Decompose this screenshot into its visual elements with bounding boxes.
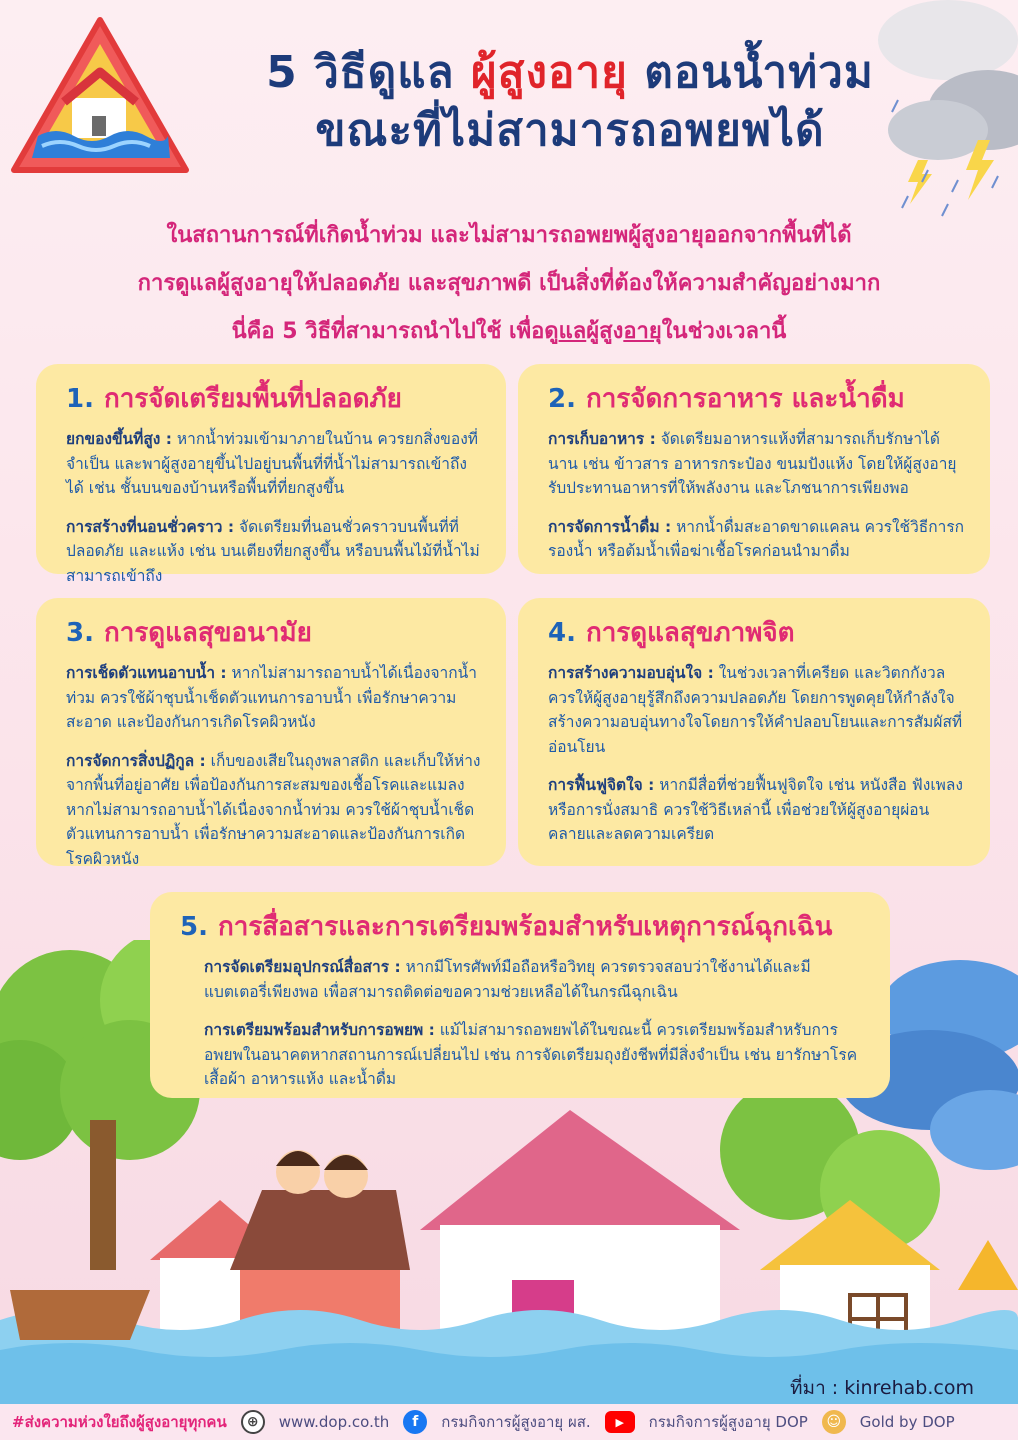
item-label: การเตรียมพร้อมสำหรับการอพยพ : <box>204 1021 435 1039</box>
intro-underline-1: แล <box>558 319 587 344</box>
item-text: จัดเตรียมอาหารแห้งที่สามารถเก็บรักษาได้นาน เช่น ข้าวสาร อาหารกระป๋อง ขนมปังแห้ง โดยให้ผู้สูงอายุรับประทานอาหารที่ให้พลังงาน และโภชนาการเพียงพอ <box>548 430 957 497</box>
card-title-text: การจัดเตรียมพื้นที่ปลอดภัย <box>103 384 402 414</box>
footer-bar <box>0 1404 1018 1440</box>
item-label: ยกของขึ้นที่สูง : <box>66 430 172 448</box>
intro-line-3-mid: ผู้สูง <box>586 319 624 344</box>
item-text: จัดเตรียมที่นอนชั่วคราวบนพื้นที่ที่ปลอดภัย และแห้ง เช่น บนเตียงที่ยกสูงขึ้น หรือบนพื้นไม้ที่น้ำไม่สามารถเข้าถึง <box>66 517 480 585</box>
footer-youtube[interactable]: กรมกิจการผู้สูงอายุ DOP <box>648 1413 808 1431</box>
item-label: การจัดการสิ่งปฏิกูล : <box>66 751 206 770</box>
item-label: การเก็บอาหาร : <box>548 430 656 448</box>
title-suffix: ตอนน้ำท่วม <box>627 47 874 98</box>
item-text: หากมีสื่อที่ช่วยฟื้นฟูจิตใจ เช่น หนังสือ ฟังเพลง หรือการนั่งสมาธิ ควรใช้วิธีเหล่านี้ เพื่อช่วยให้ผู้สูงอายุผ่อนคลายและลดความเครียด <box>548 776 963 843</box>
title-line-2: ขณะที่ไม่สามารถอพยพได้ <box>315 105 825 156</box>
item-label: การฟื้นฟูจิตใจ : <box>548 776 655 794</box>
card-title-text: การดูแลสุขภาพจิต <box>585 618 795 648</box>
youtube-icon: ▶ <box>605 1411 635 1433</box>
intro-line-2: การดูแลผู้สูงอายุให้ปลอดภัย และสุขภาพดี เป็นสิ่งที่ต้องให้ความสำคัญอย่างมาก <box>137 271 881 296</box>
card-hygiene <box>36 598 506 866</box>
card-title <box>180 906 890 947</box>
intro-line-3 <box>20 308 998 356</box>
item-text: ในช่วงเวลาที่เครียด และวิตกกังวล ควรให้ผู้สูงอายุรู้สึกถึงความปลอดภัย โดยการพูดคุยให้กำลังใจ สร้างความอบอุ่นทางใจโดยการให้คำปลอบโยนและการสัมผัสที่อ่อนโยน <box>548 664 963 756</box>
card-title-text: การสื่อสารและการเตรียมพร้อมสำหรับเหตุการณ์ฉุกเฉิน <box>217 912 833 942</box>
card-title-text: การจัดการอาหาร และน้ำดื่ม <box>585 384 905 414</box>
item-text: หากไม่สามารถอาบน้ำได้เนื่องจากน้ำท่วม ควรใช้ผ้าชุบน้ำเช็ดตัวแทนการอาบน้ำ เพื่อรักษาความสะอาด และป้องกันการเกิดโรคผิวหนัง <box>66 664 477 731</box>
item-text: เก็บของเสียในถุงพลาสติก และเก็บให้ห่างจากพื้นที่อยู่อาศัย เพื่อป้องกันการสะสมของเชื้อโรคและแมลงหากไม่สามารถอาบน้ำได้เนื่องจากน้ำท่วม ควรใช้ผ้าชุบน้ำเช็ดตัวแทนการอาบน้ำ เพื่อรักษาความสะอาดและป้องกันการเกิดโรคผิวหนัง <box>66 751 481 868</box>
page-title <box>170 44 970 160</box>
card-communication <box>150 892 890 1098</box>
footer-hashtag[interactable]: #ส่งความห่วงใยถึงผู้สูงอายุทุกคน <box>12 1413 227 1431</box>
card-number: 2. <box>548 383 576 414</box>
intro-line-3-pre: นี่คือ 5 วิธีที่สามารถนำไปใช้ เพื่อดู <box>231 319 559 344</box>
item-text: แม้ไม่สามารถอพยพได้ในขณะนี้ ควรเตรียมพร้อมสำหรับการอพยพในอนาคตหากสถานการณ์เปลี่ยนไป เช่น การจัดเตรียมถุงยังชีพที่มีสิ่งจำเป็น เช่น ยารักษาโรค เสื้อผ้า อาหารแห้ง และน้ำดื่ม <box>204 1021 858 1088</box>
card-number: 5. <box>180 911 208 942</box>
intro-underline-2: อายุ <box>623 319 662 344</box>
card-title <box>66 612 506 653</box>
item-label: การเช็ดตัวแทนอาบน้ำ : <box>66 664 227 682</box>
card-item <box>36 515 506 589</box>
card-item <box>518 515 990 564</box>
card-item <box>518 661 990 759</box>
card-food-water <box>518 364 990 574</box>
card-number: 3. <box>66 617 94 648</box>
intro-line-1: ในสถานการณ์ที่เกิดน้ำท่วม และไม่สามารถอพยพผู้สูงอายุออกจากพื้นที่ได้ <box>166 223 852 248</box>
title-prefix: 5 วิธีดูแล <box>266 47 471 98</box>
card-number: 4. <box>548 617 576 648</box>
card-item <box>518 773 990 847</box>
card-title <box>548 378 990 419</box>
facebook-icon: f <box>403 1410 427 1434</box>
footer-website[interactable]: www.dop.co.th <box>278 1413 390 1431</box>
item-text: หากน้ำดื่มสะอาดขาดแคลน ควรใช้วิธีการกรองน้ำ หรือต้มน้ำเพื่อฆ่าเชื้อโรคก่อนนำมาดื่ม <box>548 517 965 560</box>
source-credit: ที่มา : kinrehab.com <box>790 1377 974 1399</box>
item-label: การสร้างที่นอนชั่วคราว : <box>66 517 235 536</box>
intro-line-3-post: ในช่วงเวลานี้ <box>661 319 787 344</box>
item-label: การสร้างความอบอุ่นใจ : <box>548 664 714 682</box>
title-highlight: ผู้สูงอายุ <box>470 47 628 98</box>
avatar-icon: ☺ <box>822 1410 846 1434</box>
footer-facebook[interactable]: กรมกิจการผู้สูงอายุ ผส. <box>441 1413 591 1431</box>
card-item <box>36 427 506 501</box>
card-item <box>36 661 506 735</box>
flood-warning-sign-icon <box>8 14 192 178</box>
card-item <box>36 749 506 872</box>
card-safe-area <box>36 364 506 585</box>
card-title-text: การดูแลสุขอนามัย <box>103 618 312 648</box>
card-item <box>150 955 890 1004</box>
item-label: การจัดการน้ำดื่ม : <box>548 517 672 536</box>
item-label: การจัดเตรียมอุปกรณ์สื่อสาร : <box>204 958 401 976</box>
card-title <box>548 612 990 653</box>
card-title <box>66 378 506 419</box>
card-mental-health <box>518 598 990 866</box>
footer-line[interactable]: Gold by DOP <box>859 1413 955 1431</box>
intro-paragraph <box>20 212 998 356</box>
card-number: 1. <box>66 383 94 414</box>
card-item <box>518 427 990 501</box>
title-line-1 <box>170 44 970 102</box>
item-text: หากน้ำท่วมเข้ามาภายในบ้าน ควรยกสิ่งของที่จำเป็น และพาผู้สูงอายุขึ้นไปอยู่บนพื้นที่ที่น้ำไม่สามารถเข้าถึงได้ เช่น ชั้นบนของบ้านหรือพื้นที่ที่ยกสูงขึ้น <box>66 430 478 497</box>
card-item <box>150 1018 890 1092</box>
item-text: หากมีโทรศัพท์มือถือหรือวิทยุ ควรตรวจสอบว่าใช้งานได้และมีแบตเตอรี่เพียงพอ เพื่อสามารถติดต่อขอความช่วยเหลือได้ในกรณีฉุกเฉิน <box>204 958 811 1001</box>
globe-icon: ⊕ <box>241 1410 265 1434</box>
